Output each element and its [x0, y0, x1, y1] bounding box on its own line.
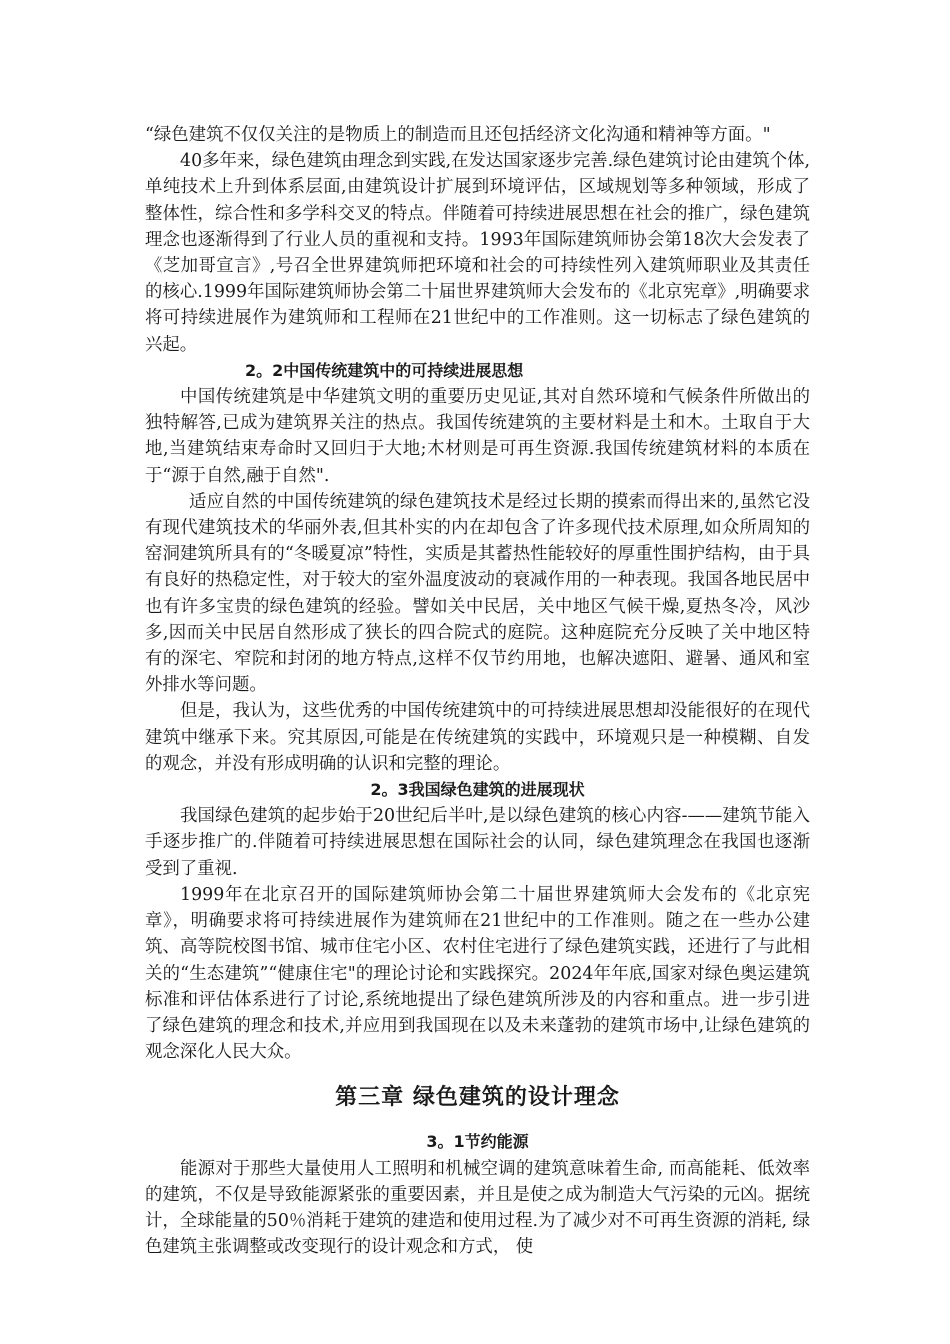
paragraph-beijing-charter: 1999年在北京召开的国际建筑师协会第二十届世界建筑师大会发布的《北京宪章》，明确要求将可持续进展作为建筑师在21世纪中的工作准则。随之在一些办公建筑、高等院校图书馆、城市住宅小区、农村住宅进行了绿色建筑实践，还进行了与此相关的“生态建筑”“健康住宅"的理论讨论和实践探究。2024年年底,国家对绿色奥运建筑标准和评估体系进行了讨论,系统地提出了绿色建筑所涉及的内容和重点。进一步引进了绿色建筑的理念和技术,并应用到我国现在以及未来蓬勃的建筑市场中,让绿色建筑的观念深化人民大众。 — [145, 884, 810, 1063]
paragraph-traditional-green-tech: 适应自然的中国传统建筑的绿色建筑技术是经过长期的摸索而得出来的,虽然它没有现代建筑技术的华丽外表,但其朴实的内在却包含了许多现代技术原理,如众所周知的窑洞建筑所具有的“冬暖夏凉”特性，实质是其蓄热性能较好的厚重性围护结构，由于具有良好的热稳定性，对于较大的室外温度波动的衰减作用的一种表现。我国各地民居中也有许多宝贵的绿色建筑的经验。譬如关中民居，关中地区气候干燥,夏热冬冷，风沙多,因而关中民居自然形成了狭长的四合院式的庭院。这种庭院充分反映了关中地区特有的深宅、窄院和封闭的地方特点,这样不仅节约用地，也解决遮阳、避暑、通风和室外排水等问题。 — [145, 491, 810, 696]
paragraph-inheritance-problem: 但是，我认为，这些优秀的中国传统建筑中的可持续进展思想却没能很好的在现代建筑中继承下来。究其原因,可能是在传统建筑的实践中，环境观只是一种模糊、自发的观念，并没有形成明确的认识和完整的理论。 — [145, 701, 810, 774]
paragraph-china-green-start: 我国绿色建筑的起步始于20世纪后半叶,是以绿色建筑的核心内容-——建筑节能入手逐步推广的.伴随着可持续进展思想在国际社会的认同，绿色建筑理念在我国也逐渐受到了重视. — [145, 806, 810, 879]
chapter-title-3: 第三章 绿色建筑的设计理念 — [335, 1085, 620, 1111]
paragraph-quote-continuation: “绿色建筑不仅仅关注的是物质上的制造而且还包括经济文化沟通和精神等方面。" — [145, 125, 771, 145]
section-heading-3-1: 3。1节约能源 — [426, 1132, 529, 1152]
paragraph-energy-saving: 能源对于那些大量使用人工照明和机械空调的建筑意味着生命, 而高能耗、低效率的建筑，不仅是导致能源紧张的重要因素，并且是使之成为制造大气污染的元凶。据统计，全球能量的50％消耗于建筑的建造和使用过程.为了减少对不可再生资源的消耗, 绿色建筑主张调整或改变现行的设计观念和方式， 使 — [145, 1158, 810, 1258]
section-heading-2-3: 2。3我国绿色建筑的进展现状 — [370, 780, 585, 800]
paragraph-green-building-history: 40多年来，绿色建筑由理念到实践,在发达国家逐步完善.绿色建筑讨论由建筑个体,单纯技术上升到体系层面,由建筑设计扩展到环境评估，区域规划等多种领域，形成了整体性，综合性和多学科交叉的特点。伴随着可持续进展思想在社会的推广，绿色建筑理念也逐渐得到了行业人员的重视和支持。1993年国际建筑师协会第18次大会发表了《芝加哥宣言》,号召全世界建筑师把环境和社会的可持续性列入建筑师职业及其责任的核心.1999年国际建筑师协会第二十届世界建筑师大会发布的《北京宪章》,明确要求将可持续进展作为建筑师和工程师在21世纪中的工作准则。这一切标志了绿色建筑的兴起。 — [145, 151, 810, 355]
section-heading-2-2: 2。2中国传统建筑中的可持续进展思想 — [245, 360, 524, 380]
document-page — [145, 122, 810, 1260]
paragraph-traditional-architecture: 中国传统建筑是中华建筑文明的重要历史见证,其对自然环境和气候条件所做出的独特解答,已成为建筑界关注的热点。我国传统建筑的主要材料是土和木。土取自于大地,当建筑结束寿命时又回归于大地;木材则是可再生资源.我国传统建筑材料的本质在于“源于自然,融于自然". — [145, 387, 810, 486]
